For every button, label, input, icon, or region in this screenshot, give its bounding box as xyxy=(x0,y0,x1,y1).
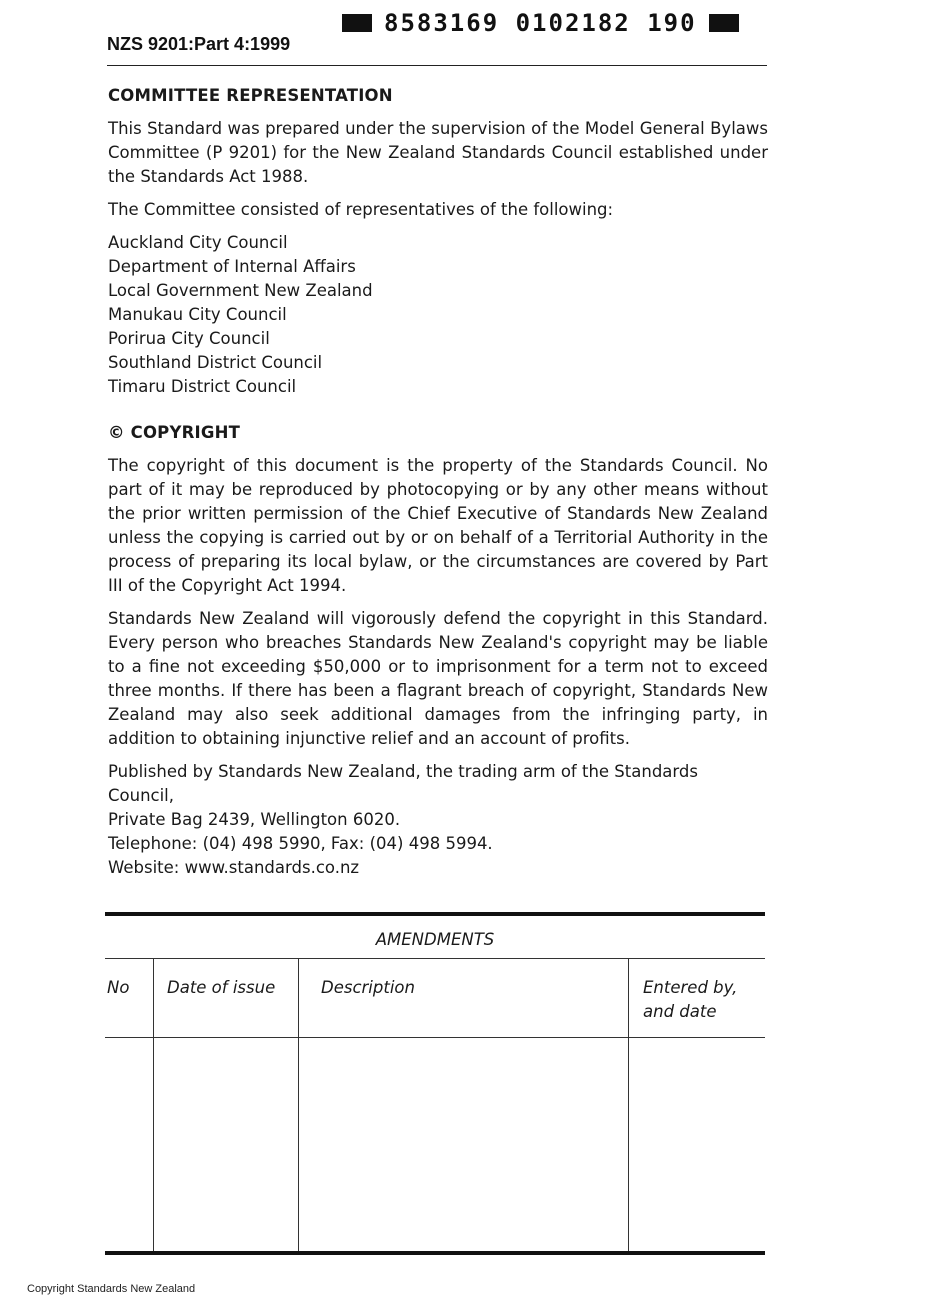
barcode-block-right xyxy=(709,14,739,32)
table-header-rule xyxy=(105,958,765,959)
column-header-entered xyxy=(643,976,737,1024)
published-line-2: Private Bag 2439, Wellington 6020. xyxy=(108,810,401,829)
barcode-text: 8583169 0102182 190 xyxy=(384,9,697,37)
table-top-rule xyxy=(105,912,765,916)
list-item: Local Government New Zealand xyxy=(108,281,373,300)
amendments-table xyxy=(105,912,765,1255)
list-item: Department of Internal Affairs xyxy=(108,257,356,276)
entered-line-2: and date xyxy=(643,1002,717,1021)
column-divider xyxy=(628,958,629,1251)
publisher-block xyxy=(108,760,768,880)
table-header-bottom-rule xyxy=(105,1037,765,1038)
column-header-date: Date of issue xyxy=(167,978,276,997)
column-divider xyxy=(298,958,299,1251)
barcode xyxy=(342,9,739,37)
committee-intro: This Standard was prepared under the supervision of the Model General Bylaws Committee (P 9201) for the New Zealand Standards Council established under the Standards Act 1988. xyxy=(108,119,768,186)
website-line[interactable]: Website: www.standards.co.nz xyxy=(108,858,360,877)
header-rule xyxy=(107,65,767,66)
entered-line-1: Entered by, xyxy=(643,978,738,997)
copyright-para-2: Standards New Zealand will vigorously defend the copyright in this Standard. Every person who breaches Standards New Zealand's copyright may be liable to a fine not exceeding $50,000 or to imprisonment for a term not to exceed three months. If there has been a flagrant breach of copyright, Standards New Zealand may also seek additional damages from the infringing party, in addition to obtaining injunctive relief and an account of profits. xyxy=(108,609,768,748)
list-item: Manukau City Council xyxy=(108,305,287,324)
column-header-no: No xyxy=(107,978,130,997)
list-item: Auckland City Council xyxy=(108,233,288,252)
amendments-title: AMENDMENTS xyxy=(375,930,495,949)
column-header-description: Description xyxy=(321,978,415,997)
list-item: Southland District Council xyxy=(108,353,323,372)
column-divider xyxy=(153,958,154,1251)
page-content xyxy=(108,84,768,880)
copyright-para-1: The copyright of this document is the property of the Standards Council. No part of it may be reproduced by photocopying or by any other means without the prior written permission of the Chief Executive of Standards New Zealand unless the copying is carried out by or on behalf of a Territorial Authority in the process of preparing its local bylaw, or the circumstances are covered by Part III of the Copyright Act 1994. xyxy=(108,456,768,595)
committee-consisted: The Committee consisted of representatives of the following: xyxy=(108,200,614,219)
list-item: Porirua City Council xyxy=(108,329,270,348)
standard-id: NZS 9201:Part 4:1999 xyxy=(107,34,291,54)
copyright-heading: © COPYRIGHT xyxy=(108,423,241,442)
telephone-line: Telephone: (04) 498 5990, Fax: (04) 498 5994. xyxy=(108,834,493,853)
list-item: Timaru District Council xyxy=(108,377,297,396)
member-list xyxy=(108,231,768,399)
committee-heading: COMMITTEE REPRESENTATION xyxy=(108,86,393,105)
barcode-block-left xyxy=(342,14,372,32)
published-line-1: Published by Standards New Zealand, the trading arm of the Standards Council, xyxy=(108,762,698,805)
table-bottom-rule xyxy=(105,1251,765,1255)
footer-copyright: Copyright Standards New Zealand xyxy=(27,1283,196,1295)
